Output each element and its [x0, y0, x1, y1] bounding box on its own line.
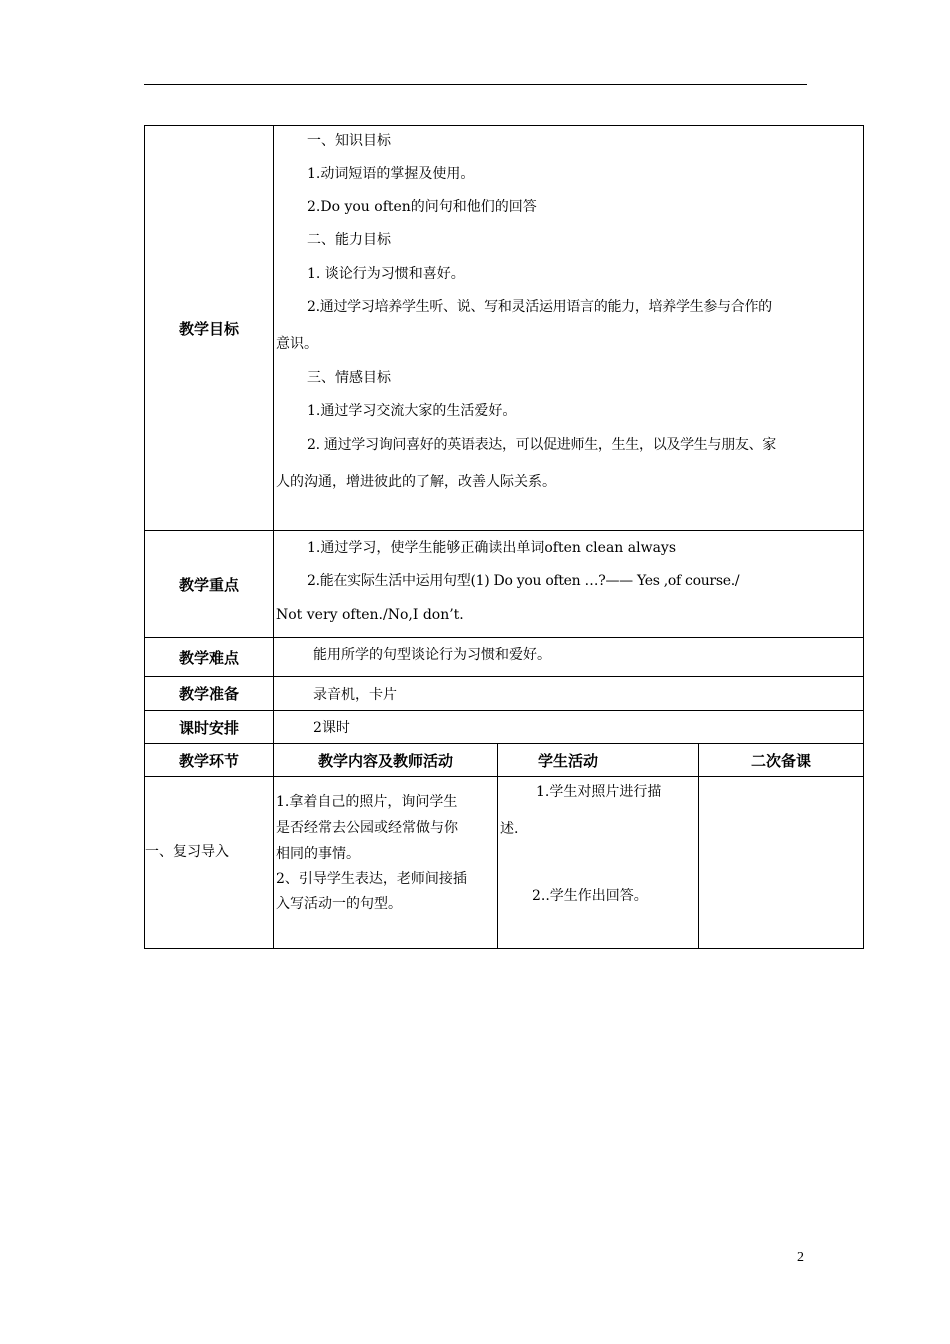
header-student-cell: [497, 743, 699, 777]
key-points-label-cell: [144, 530, 274, 638]
objectives-line: 二、能力目标: [307, 232, 391, 248]
key-points-content-cell: [273, 530, 864, 638]
notes-cell: [698, 776, 864, 949]
student-activity-cell: [497, 776, 699, 949]
header-student: 学生活动: [538, 751, 599, 770]
student-activity-line: 1.学生对照片进行描: [536, 784, 662, 800]
header-stage: 教学环节: [178, 751, 239, 770]
objectives-line: 2.通过学习培养学生听、说、写和灵活运用语言的能力，培养学生参与合作的: [307, 299, 772, 315]
preparation-label-cell: [144, 676, 274, 711]
schedule-content-cell: [273, 710, 864, 744]
difficulties-value: 能用所学的句型谈论行为习惯和爱好。: [313, 647, 551, 663]
objectives-label-cell: [144, 125, 274, 531]
difficulties-label-cell: [144, 637, 274, 677]
key-points-label: 教学重点: [178, 575, 239, 594]
header-notes-cell: [698, 743, 864, 777]
objectives-line: 三、情感目标: [307, 370, 391, 386]
objectives-content-cell: [273, 125, 864, 531]
key-points-line: Not very often./No,I don’t.: [276, 607, 464, 623]
teacher-activity-line: 2、引导学生表达，老师间接插: [276, 871, 467, 887]
stage-cell: [144, 776, 274, 949]
student-activity-line: 2..学生作出回答。: [532, 888, 648, 904]
objectives-line: 1.动词短语的掌握及使用。: [307, 166, 475, 182]
schedule-label-cell: [144, 710, 274, 744]
schedule-label: 课时安排: [178, 718, 239, 737]
header-stage-cell: [144, 743, 274, 777]
page-number: 2: [797, 1250, 804, 1265]
header-notes: 二次备课: [750, 751, 811, 770]
objectives-line: 意识。: [276, 336, 318, 352]
student-activity-line: 述.: [500, 821, 519, 837]
teacher-activity-line: 1.拿着自己的照片，询问学生: [276, 794, 458, 810]
key-points-line: 2.能在实际生活中运用句型(1) Do you often …?—— Yes ,of course./: [307, 573, 740, 589]
header-rule: [144, 84, 807, 85]
objectives-line: 人的沟通，增进彼此的了解，改善人际关系。: [276, 474, 556, 490]
schedule-value: 2课时: [313, 720, 350, 736]
preparation-content-cell: [273, 676, 864, 711]
objectives-line: 1. 谈论行为习惯和喜好。: [307, 266, 465, 282]
header-teacher: 教学内容及教师活动: [317, 751, 453, 770]
stage-label: 一、复习导入: [145, 844, 229, 860]
header-teacher-cell: [273, 743, 498, 777]
objectives-label: 教学目标: [178, 319, 239, 338]
teacher-activity-line: 相同的事情。: [276, 846, 360, 862]
objectives-line: 2. 通过学习询问喜好的英语表达，可以促进师生，生生，以及学生与朋友、家: [307, 437, 777, 453]
difficulties-content-cell: [273, 637, 864, 677]
teacher-activity-line: 是否经常去公园或经常做与你: [276, 820, 458, 836]
preparation-value: 录音机，卡片: [313, 687, 397, 703]
key-points-line: 1.通过学习，使学生能够正确读出单词often clean always: [307, 540, 677, 556]
objectives-line: 1.通过学习交流大家的生活爱好。: [307, 403, 517, 419]
preparation-label: 教学准备: [178, 685, 239, 703]
objectives-line: 2.Do you often的问句和他们的回答: [307, 199, 537, 215]
teacher-activity-cell: [273, 776, 498, 949]
teacher-activity-line: 入写活动一的句型。: [276, 896, 402, 912]
difficulties-label: 教学难点: [178, 648, 239, 667]
objectives-line: 一、知识目标: [307, 133, 391, 149]
